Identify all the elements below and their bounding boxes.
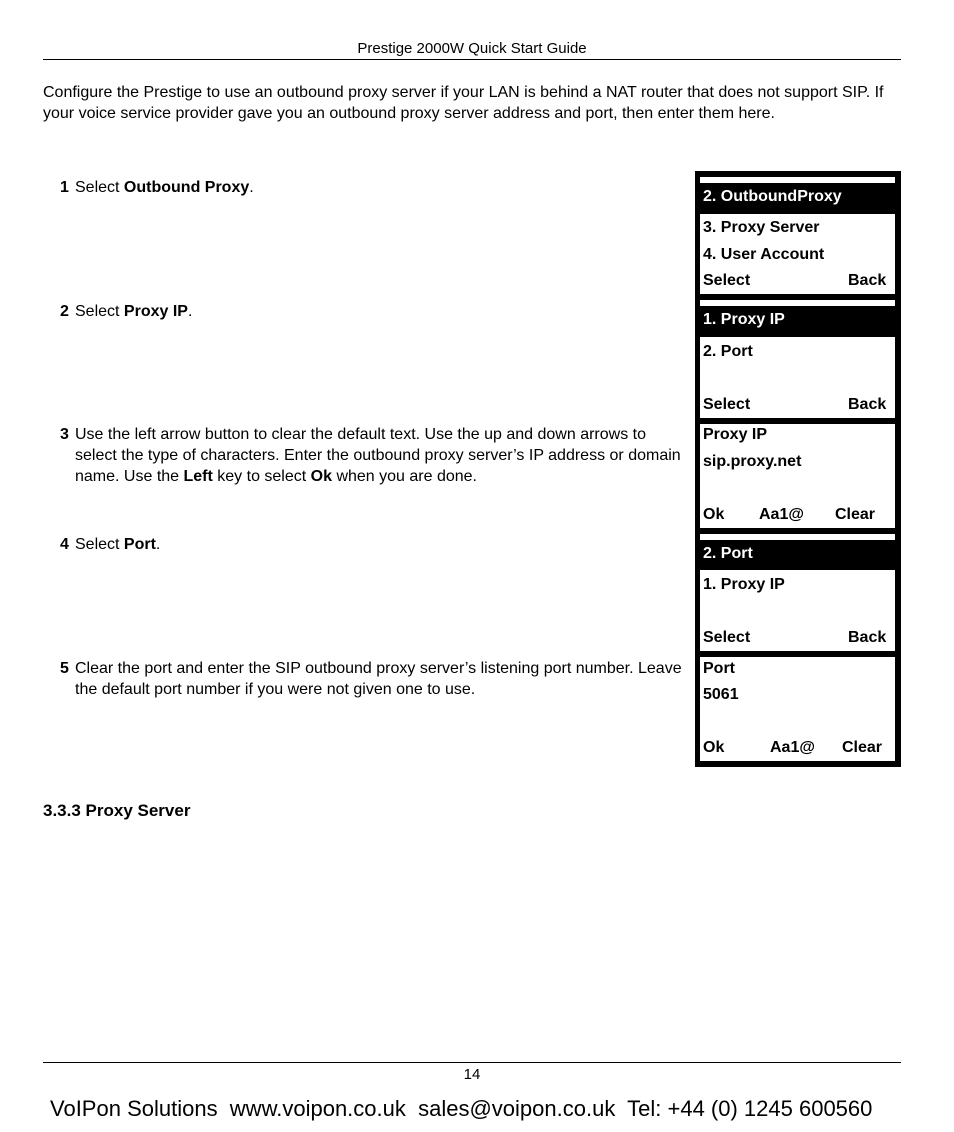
step-number: 5 xyxy=(60,660,69,677)
step-number: 2 xyxy=(60,303,69,320)
screen-2-line-1: 2. Port xyxy=(703,343,753,360)
screen-3-line-1: Proxy IP xyxy=(703,426,768,443)
screen-1-highlight: 2. OutboundProxy xyxy=(700,183,895,214)
section-heading: 3.3.3 Proxy Server xyxy=(43,801,191,820)
screen-2-softkey-left: Select xyxy=(703,396,751,413)
screen-4-highlight: 2. Port xyxy=(700,540,895,570)
screen-5-softkey-right: Clear xyxy=(842,739,883,756)
screen-5-softkey-mid: Aa1@ xyxy=(770,739,815,756)
intro-paragraph: Configure the Prestige to use an outbound proxy server if your LAN is behind a NAT router that does not support SIP. If your voice service provider gave you an outbound proxy server address and port, then enter them here. xyxy=(43,84,884,122)
footer-contact: VoIPon Solutions www.voipon.co.uk sales@voipon.co.uk Tel: +44 (0) 1245 600560 xyxy=(50,1096,873,1121)
step-2 xyxy=(60,302,700,323)
screen-1-softkey-right: Back xyxy=(848,272,887,289)
screen-3-line-2: sip.proxy.net xyxy=(703,453,802,470)
step-number: 4 xyxy=(60,536,69,553)
footer-divider xyxy=(43,1062,901,1063)
screen-5-line-2: 5061 xyxy=(703,686,739,703)
step-number: 1 xyxy=(60,179,69,196)
step-text: Select Proxy IP. xyxy=(75,303,193,320)
screen-1-softkey-left: Select xyxy=(703,272,751,289)
screen-5-softkey-left: Ok xyxy=(703,739,725,756)
screen-5-line-1: Port xyxy=(703,660,735,677)
screen-2-softkey-right: Back xyxy=(848,396,887,413)
screen-4-softkey-left: Select xyxy=(703,629,751,646)
step-text: Clear the port and enter the SIP outbound proxy server’s listening port number. Leave the default port number if you were not given one to use. xyxy=(75,660,682,698)
step-3 xyxy=(60,425,690,487)
step-number: 3 xyxy=(60,426,69,443)
screen-3-softkey-left: Ok xyxy=(703,506,725,523)
step-text: Select Port. xyxy=(75,536,161,553)
screen-3-softkey-mid: Aa1@ xyxy=(759,506,804,523)
step-4 xyxy=(60,535,700,556)
screen-4-softkey-right: Back xyxy=(848,629,887,646)
step-1 xyxy=(60,178,700,199)
step-text: Select Outbound Proxy. xyxy=(75,179,254,196)
screen-4-line-1: 1. Proxy IP xyxy=(703,576,785,593)
header-divider xyxy=(43,59,901,60)
screen-1-line-2: 4. User Account xyxy=(703,246,825,263)
step-text: Use the left arrow button to clear the default text. Use the up and down arrows to select the type of characters. Enter the outbound proxy server’s IP address or domain name. Use the Left key to select Ok when you are done. xyxy=(75,426,681,485)
step-5 xyxy=(60,659,700,701)
screen-2-highlight: 1. Proxy IP xyxy=(700,306,895,337)
screen-1-line-1: 3. Proxy Server xyxy=(703,219,820,236)
page-header-title: Prestige 2000W Quick Start Guide xyxy=(357,40,587,57)
page-number: 14 xyxy=(463,1066,481,1083)
screen-3-softkey-right: Clear xyxy=(835,506,876,523)
